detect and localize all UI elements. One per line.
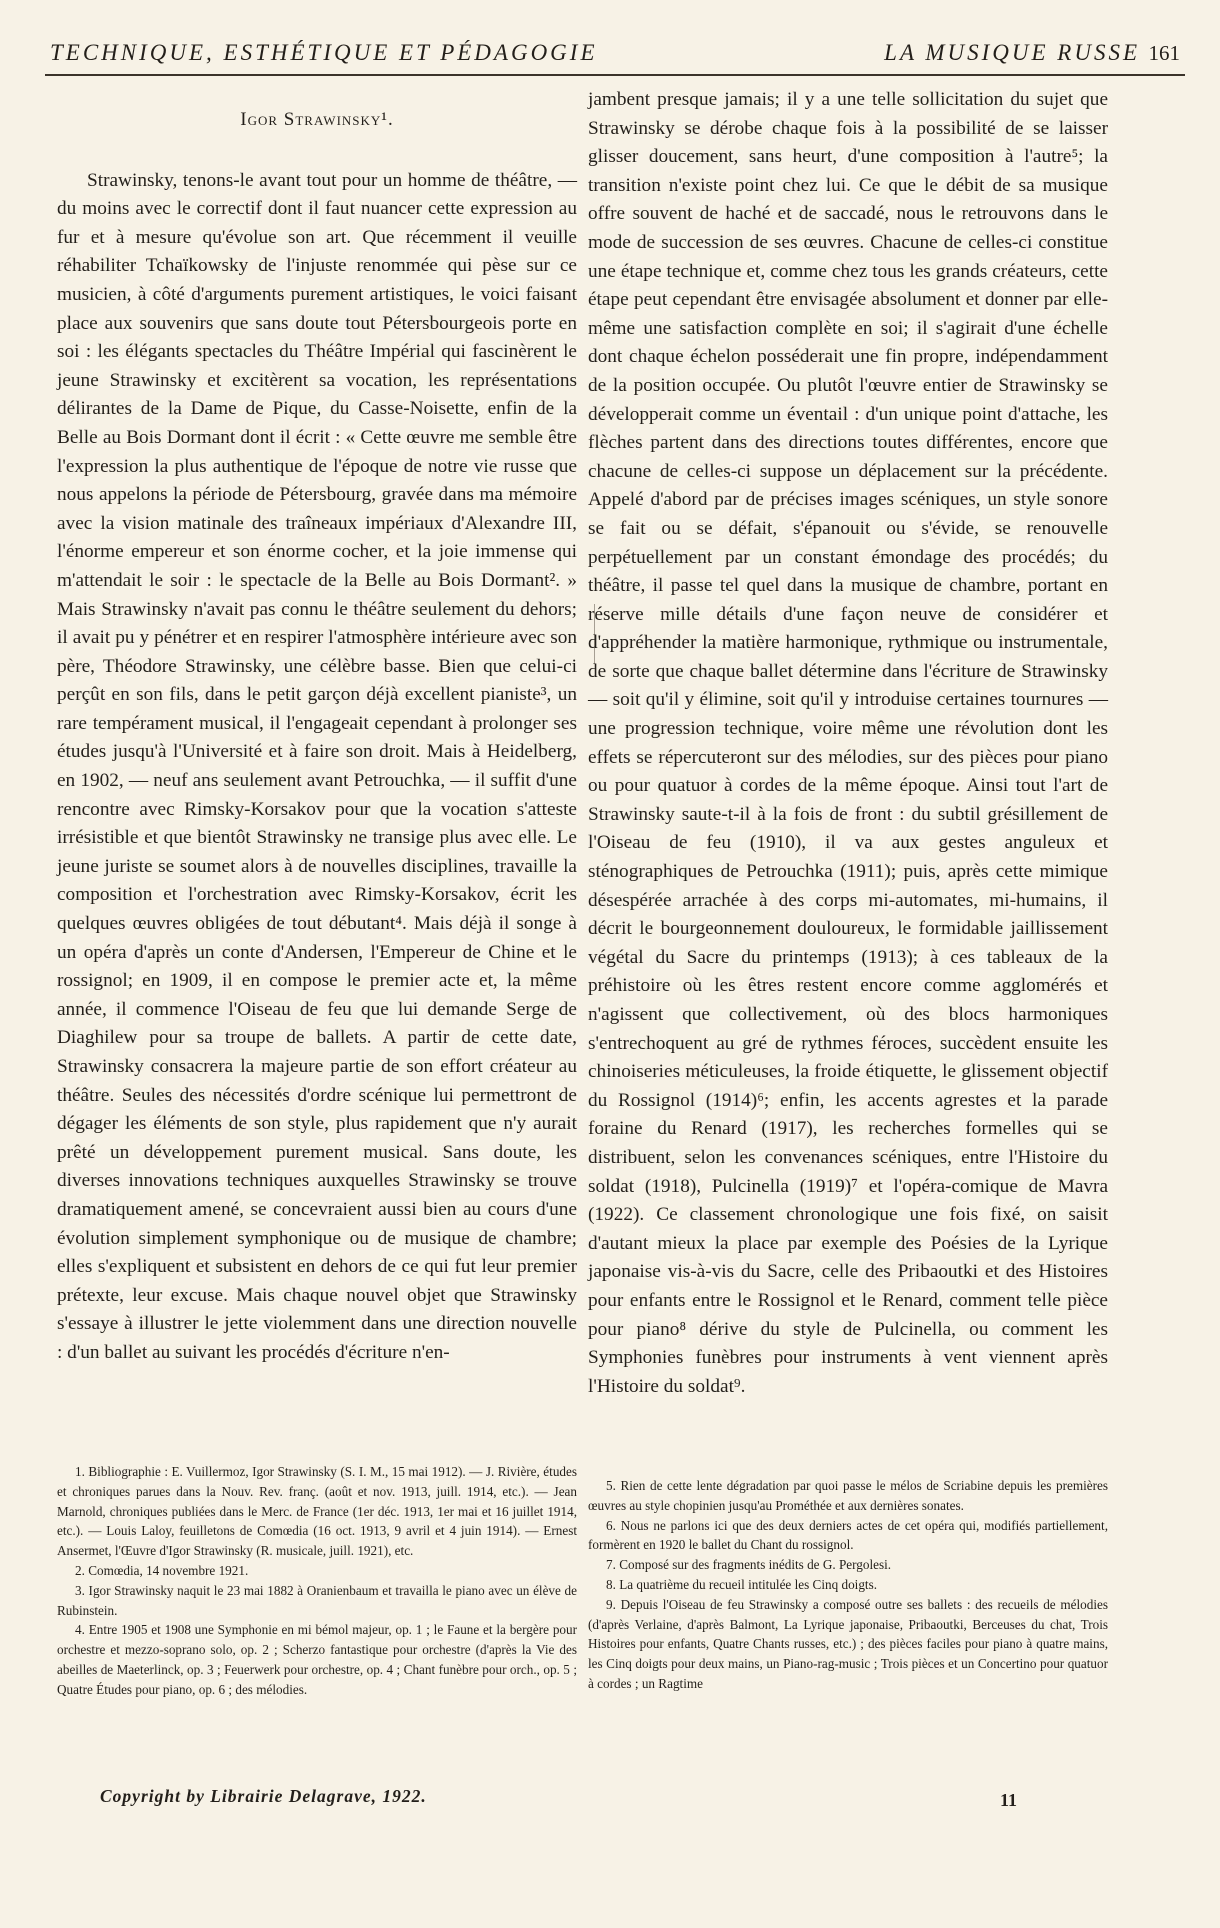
footnote-8: 8. La quatrième du recueil intitulée les Cinq doigts. <box>606 1576 878 1592</box>
left-column-text: Strawinsky, tenons-le avant tout pour un homme de théâtre, — du moins avec le correctif dont il faut nuancer cette expression au fur et à mesure qu'évolue son art. Que récemment il veuille réhabiliter Tchaïkowsky de l'injuste renommée qui pèse sur ce musicien, à côté d'arguments purement artistiques, le voici faisant place aux souvenirs que sans doute tout Pétersbourgeois porte en soi : les élégants spectacles du Théâtre Impérial qui fascinèrent le jeune Strawinsky et excitèrent sa vocation, les représentations délirantes de la Dame de Pique, du Casse-Noisette, enfin de la Belle au Bois Dormant dont il écrit : « Cette œuvre me semble être l'expression la plus authentique de l'époque de notre vie russe que nous appelons la période de Pétersbourg, gravée dans ma mémoire avec la vision matinale des traîneaux impériaux d'Alexandre III, l'énorme empereur et son énorme cocher, et la joie immense qui m'attendait le soir : le spectacle de la Belle au Bois Dormant². » Mais Strawinsky n'avait pas connu le théâtre seulement du dehors; il avait pu y pénétrer et en respirer l'atmosphère intérieure avec son père, Théodore Strawinsky, une célèbre basse. Bien que celui-ci perçût en son fils, dans le petit garçon déjà excellent pianiste³, un rare tempérament musical, il l'engageait cependant à prolonger ses études jusqu'à l'Université et à faire son droit. Mais à Heidelberg, en 1902, — neuf ans seulement avant Petrouchka, — il suffit d'une rencontre avec Rimsky-Korsakov pour que la vocation s'atteste irrésistible et que bientôt Strawinsky ne transige plus avec elle. Le jeune juriste se soumet alors à de nouvelles disciplines, travaille la composition et l'orchestration avec Rimsky-Korsakov, écrit les quelques œuvres obligées de tout débutant⁴. Mais déjà il songe à un opéra d'après un conte d'Andersen, l'Empereur de Chine et le rossignol; en 1909, il en compose le premier acte et, la même année, il commence l'Oiseau de feu que lui demande Serge de Diaghilew pour sa troupe de ballets. A partir de cette date, Strawinsky consacrera la majeure partie de son effort créateur au théâtre. Seules des nécessités d'ordre scénique lui permettront de dégager les éléments de son style, plus rapidement que n'y aurait prêté un développement purement musical. Sans doute, les diverses innovations techniques auxquelles Strawinsky se trouve dramatiquement amené, se concevraient aussi bien au cours d'une évolution simplement symphonique ou de musique de chambre; elles s'expliquent et subsistent en dehors de ce qui fut leur premier prétexte, leur excuse. Mais chaque nouvel objet que Strawinsky s'essaye à illustrer le jette violemment dans une direction nouvelle : d'un ballet au suivant les procédés d'écriture n'en- <box>57 169 577 1363</box>
footnotes-left <box>57 1462 577 1700</box>
running-head <box>50 40 1180 74</box>
footnote-5: 5. Rien de cette lente dégradation par quoi passe le mélos de Scriabine depuis les premières œuvres au style chopinien jusqu'au Prométhée et aux dernières sonates. <box>588 1478 1108 1513</box>
footnotes-right <box>588 1476 1108 1694</box>
right-column-text: jambent presque jamais; il y a une telle sollicitation du sujet que Strawinsky se dérobe chaque fois à la possibilité de se laisser glisser doucement, sans heurt, d'une composition à l'autre⁵; la transition n'existe point chez lui. Ce que le débit de sa musique offre souvent de haché et de saccadé, nous le retrouvons dans le mode de succession de ses œuvres. Chacune de celles-ci constitue une étape technique et, comme chez tous les grands créateurs, cette étape peut cependant être envisagée absolument et donner par elle-même une satisfaction complète en soi; il s'agirait d'une échelle dont chaque échelon posséderait une fin propre, indépendamment de la position occupée. Ou plutôt l'œuvre entier de Strawinsky se développerait comme un éventail : d'un unique point d'attache, les flèches partent dans des directions toutes différentes, encore que chacune de celles-ci suppose un déplacement sur la précédente. Appelé d'abord par de précises images scéniques, un style sonore se fait ou se défait, s'épanouit ou s'évide, se renouvelle perpétuellement par un constant émondage des procédés; du théâtre, il passe tel quel dans la musique de chambre, portant en réserve mille détails d'une façon neuve de considérer et d'appréhender la matière harmonique, rythmique ou instrumentale, de sorte que chaque ballet détermine dans l'écriture de Strawinsky — soit qu'il y élimine, soit qu'il y introduise certaines tournures — une progression technique, voire même une révolution dont les effets se répercuteront sur des mélodies, sur des pièces pour piano ou pour quatuor à cordes de la même époque. Ainsi tout l'art de Strawinsky saute-t-il à la fois de front : du subtil grésillement de l'Oiseau de feu (1910), il va aux gestes anguleux et sténographiques de Petrouchka (1911); puis, après cette mimique désespérée arrachée à des corps mi-automates, mi-humains, il décrit le bourgeonnement douloureux, le formidable jaillissement végétal du Sacre du printemps (1913); à ces tableaux de la préhistoire où les êtres restent encore comme agglomérés et n'agissent que collectivement, où des blocs harmoniques s'entrechoquent au gré de rythmes féroces, succèdent ensuite les chinoiseries méticuleuses, la froide étiquette, le glissement objectif du Rossignol (1914)⁶; enfin, les accents agrestes et la parade foraine du Renard (1917), les recherches formelles qui se distribuent, selon les convenances scéniques, entre l'Histoire du soldat (1918), Pulcinella (1919)⁷ et l'opéra-comique de Mavra (1922). Ce classement chronologique une fois fixé, on saisit d'autant mieux la place par exemple des Poésies de la Lyrique japonaise vis-à-vis du Sacre, celle des Pribaoutki et des Histoires pour enfants entre le Rossignol et le Renard, comment telle pièce pour piano⁸ dérive du style de Pulcinella, ou comment les Symphonies funèbres pour instruments à vent viennent après l'Histoire du soldat⁹. <box>588 89 1108 1397</box>
article-title: Igor Strawinsky¹. <box>240 109 394 130</box>
footnote-7: 7. Composé sur des fragments inédits de G. Pergolesi. <box>606 1557 892 1573</box>
footnote-2: 2. Comœdia, 14 novembre 1921. <box>75 1562 249 1578</box>
signature-mark: 11 <box>1000 1790 1018 1810</box>
footnote-9: 9. Depuis l'Oiseau de feu Strawinsky a composé outre ses ballets : des recueils de mélodies (d'après Verlaine, d'après Balmont, La Lyrique japonaise, Pribaoutki, Berceuses du chat, Trois Histoires pour enfants, Quatre Chants russes, etc.) ; des pièces faciles pour piano à quatre mains, les Cinq doigts pour deux mains, un Piano-rag-music ; Trois pièces et un Concertino pour quatuor à cordes ; un Ragtime <box>588 1596 1108 1691</box>
footnote-6: 6. Nous ne parlons ici que des deux derniers actes de cet opéra qui, modifiés partiellement, formèrent en 1920 le ballet du Chant du rossignol. <box>588 1517 1108 1553</box>
running-head-left: TECHNIQUE, ESTHÉTIQUE ET PÉDAGOGIE <box>50 40 598 65</box>
footnote-4: 4. Entre 1905 et 1908 une Symphonie en mi bémol majeur, op. 1 ; le Faune et la bergère pour orchestre et mezzo-soprano solo, op. 2 ; Scherzo fantastique pour orchestre (d'après la Vie des abeilles de Maeterlinck, op. 3 ; Feuerwerk pour orchestre, op. 4 ; Chant funèbre pour orch., op. 5 ; Quatre Études pour piano, op. 6 ; des mélodies. <box>57 1622 577 1697</box>
page-number: 161 <box>1148 41 1180 65</box>
header-rule <box>45 74 1185 76</box>
right-column <box>588 86 1108 1401</box>
left-column <box>57 86 577 1368</box>
footnote-3: 3. Igor Strawinsky naquit le 23 mai 1882 à Oranienbaum et travailla le piano avec un élève de Rubinstein. <box>57 1582 577 1618</box>
copyright-line: Copyright by Librairie Delagrave, 1922. <box>100 1786 427 1806</box>
running-head-right: LA MUSIQUE RUSSE <box>884 40 1140 65</box>
footnote-1: 1. Bibliographie : E. Vuillermoz, Igor Strawinsky (S. I. M., 15 mai 1912). — J. Rivière, études et chroniques parues dans la Nouv. Rev. franç. (août et nov. 1913, juill. 1914, etc.). — Jean Marnold, chroniques publiées dans le Merc. de France (1er déc. 1913, 1er mai et 16 juillet 1914, etc.). — Louis Laloy, feuilletons de Comœdia (16 oct. 1913, 9 avril et 4 juin 1914). — Ernest Ansermet, l'Œuvre d'Igor Strawinsky (R. musicale, juill. 1921), etc. <box>57 1464 577 1559</box>
